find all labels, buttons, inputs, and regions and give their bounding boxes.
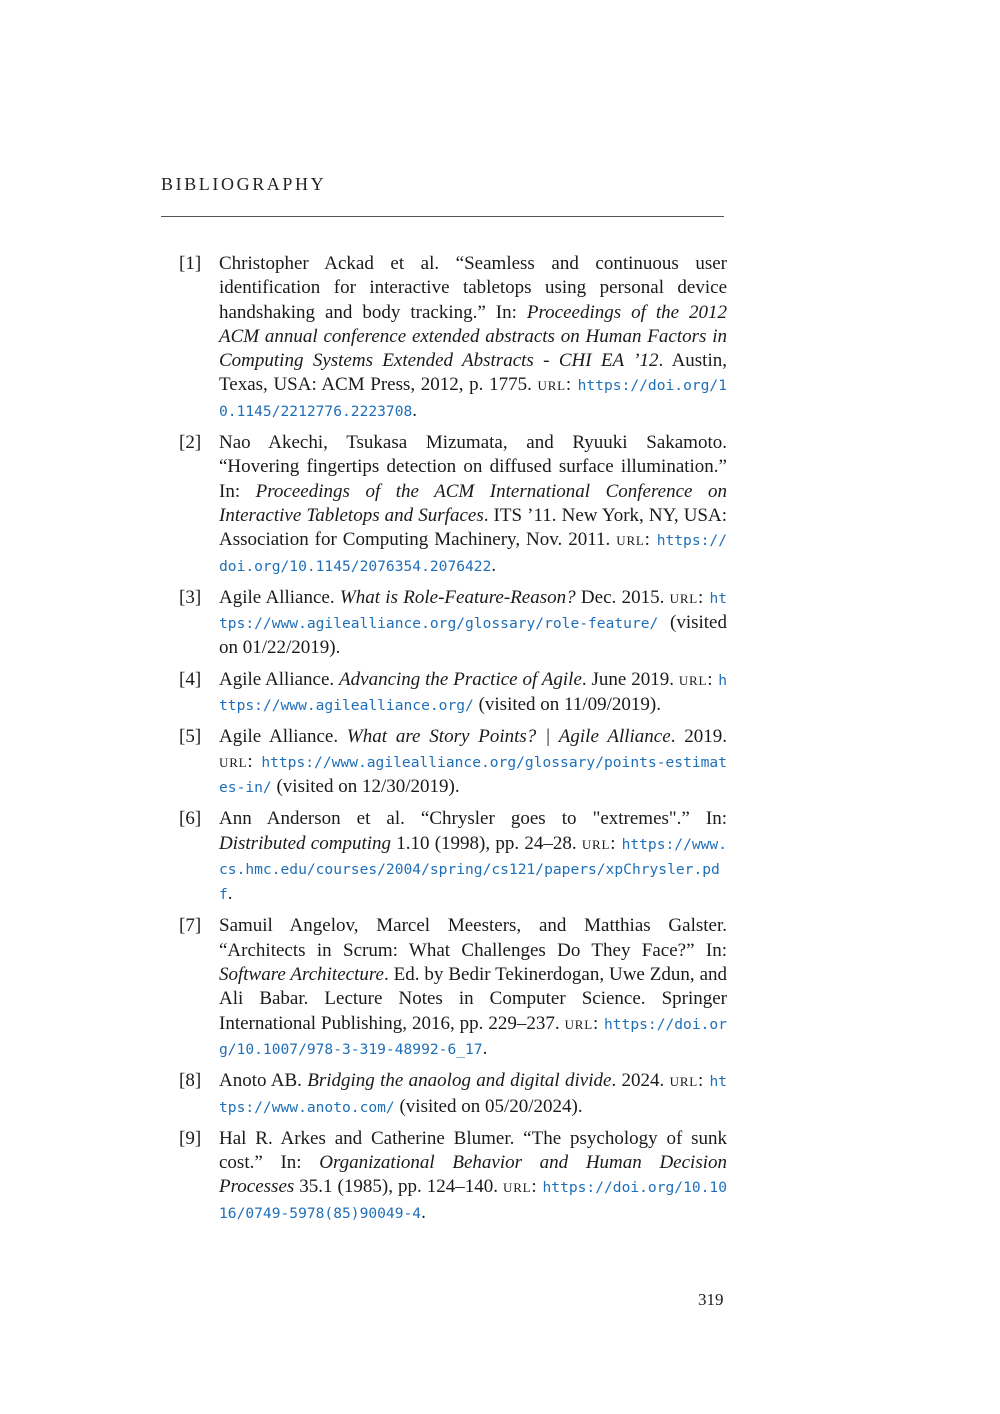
entry-title: What is Role-Feature-Reason? <box>339 586 576 608</box>
entry-text: Ann Anderson et al. “Chrysler goes to "extremes".” In: <box>219 808 727 830</box>
page-number: 319 <box>698 1290 724 1309</box>
entry-details: . Austin, Texas, USA: ACM Press, 2012, p. 1775. <box>219 350 727 396</box>
entry-details: 1.10 (1998), pp. 24–28. <box>391 832 582 854</box>
entry-number: [5] <box>179 726 202 748</box>
entry-text: Nao Akechi, Tsukasa Mizumata, and Ryuuki Sakamoto. “Hovering fingertips detection on diffused surface illumination.” In: <box>219 432 727 502</box>
url-label: url: <box>537 374 572 396</box>
entry-tail: . <box>491 554 497 576</box>
bib-entry-5 <box>161 725 727 800</box>
bib-entry-7 <box>161 914 727 1062</box>
entry-text: Agile Alliance. <box>219 726 347 748</box>
entry-number: [4] <box>179 668 202 690</box>
entry-tail: (visited on 12/30/2019). <box>271 775 460 797</box>
entry-url-link[interactable]: https://www.anoto.com/ <box>219 1073 728 1116</box>
entry-details: . 2019. <box>670 726 728 748</box>
entry-details: . June 2019. <box>581 668 679 690</box>
entry-venue: Proceedings of the 2012 ACM annual conference extended abstracts on Human Factors in Computing Systems Extended Abstracts - CHI EA ’12 <box>219 301 727 372</box>
entry-venue: Distributed computing <box>219 832 392 854</box>
entry-title: What are Story Points? | Agile Alliance <box>346 726 671 748</box>
entry-venue: Proceedings of the ACM International Conference on Interactive Tabletops and Surfaces <box>219 480 727 526</box>
entry-text: Agile Alliance. <box>219 586 340 608</box>
url-label: url: <box>616 529 651 551</box>
bib-entry-9 <box>161 1127 727 1226</box>
entry-number: [6] <box>179 808 202 830</box>
entry-venue: Organizational Behavior and Human Decision Processes <box>219 1152 727 1198</box>
entry-tail: . <box>227 883 233 905</box>
entry-url-link[interactable]: https://doi.org/10.1007/978-3-319-48992-6_17 <box>219 1015 727 1058</box>
entry-tail: (visited on 05/20/2024). <box>394 1095 583 1117</box>
entry-text: Anoto AB. <box>219 1070 308 1092</box>
bib-entry-3 <box>161 586 727 661</box>
entry-details: . ITS ’11. New York, NY, USA: Association for Computing Machinery, Nov. 2011. <box>219 504 727 551</box>
bib-entry-8 <box>161 1069 727 1120</box>
url-label: url: <box>669 1070 705 1092</box>
entry-tail: . <box>482 1037 488 1059</box>
entry-details: . Ed. by Bedir Tekinerdogan, Uwe Zdun, and Ali Babar. Lecture Notes in Computer Science. Springer International Publishing, 2016, pp. 229–237. <box>219 964 727 1034</box>
entry-number: [7] <box>179 915 202 937</box>
bib-entry-6 <box>161 807 727 907</box>
header-rule <box>161 216 724 217</box>
entry-url-link[interactable]: https://www.agilealliance.org/glossary/role-feature/ <box>219 589 728 633</box>
entry-text: Samuil Angelov, Marcel Meesters, and Matthias Galster. “Architects in Scrum: What Challenges Do They Face?” In: <box>219 915 727 961</box>
entry-tail: . <box>412 399 418 421</box>
url-label: url: <box>564 1012 600 1034</box>
entry-tail: . <box>421 1201 426 1223</box>
entry-url-link[interactable]: https://doi.org/10.1016/0749-5978(85)90049-4 <box>219 1179 728 1222</box>
bib-entry-1 <box>161 252 727 424</box>
url-label: url: <box>669 586 705 608</box>
page-header: BIBLIOGRAPHY <box>161 174 327 194</box>
entry-title: Bridging the anaolog and digital divide <box>307 1070 612 1092</box>
url-label: url: <box>581 832 617 854</box>
entry-url-link[interactable]: https://doi.org/10.1145/2076354.2076422 <box>219 532 727 575</box>
entry-text: Hal R. Arkes and Catherine Blumer. “The psychology of sunk cost.” In: <box>219 1127 727 1174</box>
entry-text: Agile Alliance. <box>219 668 340 690</box>
entry-url-link[interactable]: https://www.cs.hmc.edu/courses/2004/spring/cs121/papers/xpChrysler.pdf <box>219 835 727 904</box>
entry-title: Advancing the Practice of Agile <box>339 668 582 690</box>
entry-number: [9] <box>179 1127 202 1149</box>
bibliography-list <box>161 252 727 1233</box>
entry-number: [1] <box>179 253 202 274</box>
url-label: url: <box>503 1176 538 1198</box>
entry-text: Christopher Ackad et al. “Seamless and continuous user identification for interactive tabletops using personal device handshaking and body tracking.” In: <box>219 253 727 323</box>
entry-tail: (visited on 11/09/2019). <box>473 694 661 716</box>
entry-details: Dec. 2015. <box>575 586 670 608</box>
bib-entry-4 <box>161 668 727 719</box>
url-label: url: <box>678 668 714 690</box>
entry-details: 35.1 (1985), pp. 124–140. <box>294 1176 503 1198</box>
entry-details: . 2024. <box>611 1070 670 1092</box>
entry-venue: Software Architecture <box>219 964 384 986</box>
entry-number: [2] <box>179 432 202 454</box>
entry-url-link[interactable]: https://doi.org/10.1145/2212776.2223708 <box>219 377 728 420</box>
entry-number: [3] <box>179 586 202 608</box>
bib-entry-2 <box>161 431 727 579</box>
url-label: url: <box>219 750 254 772</box>
entry-tail: (visited on 01/22/2019). <box>219 612 727 659</box>
entry-url-link[interactable]: https://www.agilealliance.org/ <box>219 671 727 715</box>
entry-number: [8] <box>179 1070 202 1092</box>
entry-url-link[interactable]: https://www.agilealliance.org/glossary/points-estimates-in/ <box>219 753 727 796</box>
